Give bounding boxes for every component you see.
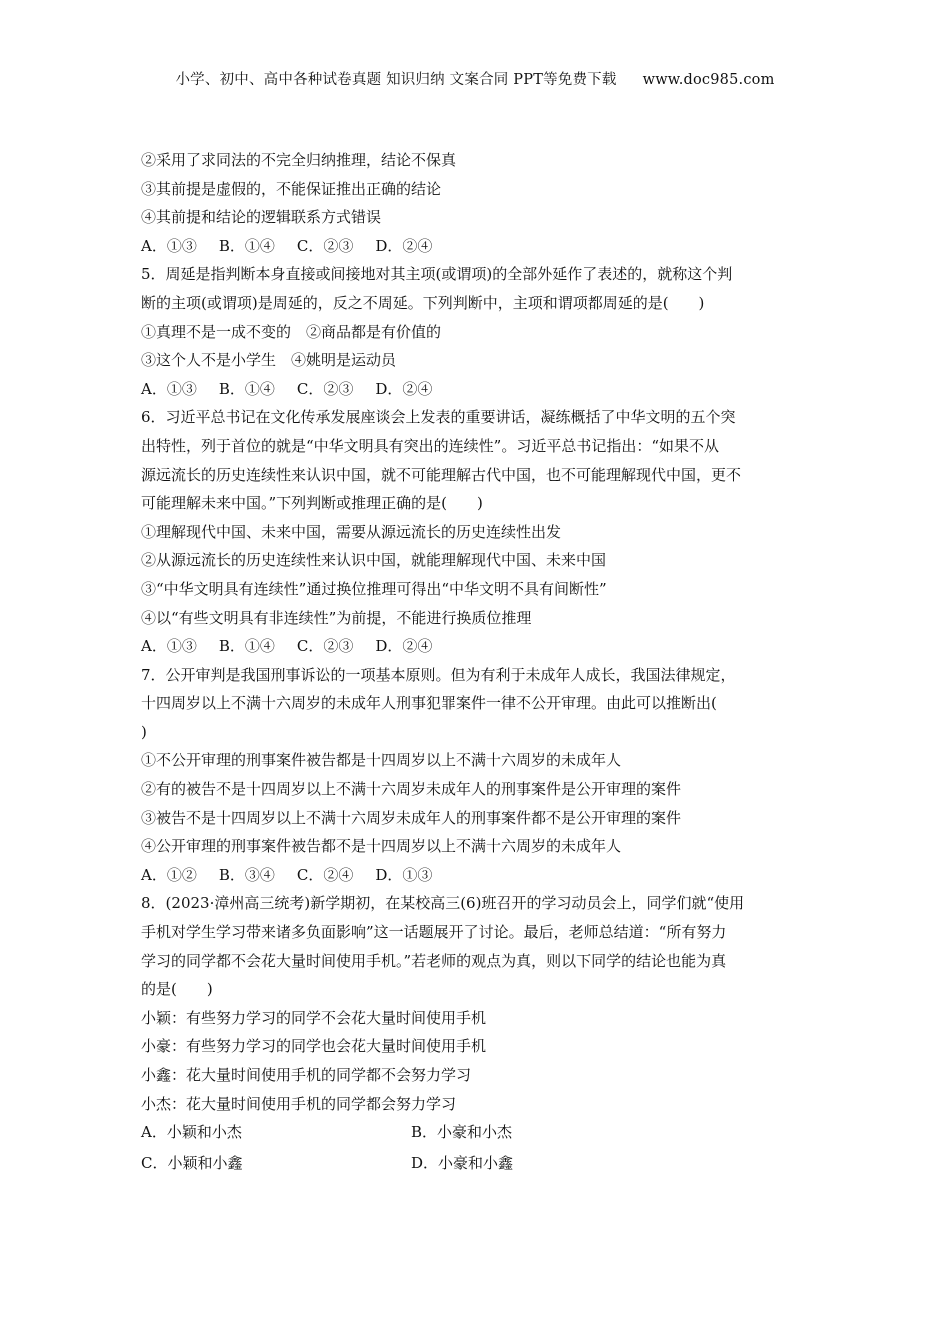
q7-item-4: ④公开审理的刑事案件被告都不是十四周岁以上不满十六周岁的未成年人 bbox=[141, 837, 622, 856]
q8-option-c: C．小颖和小鑫 bbox=[141, 1153, 243, 1172]
question-7 bbox=[141, 661, 817, 890]
question-content bbox=[141, 146, 817, 1177]
q8-stem-line: 8．(2023·漳州高三统考)新学期初，在某校高三(6)班召开的学习动员会上，同学们就“使用 bbox=[141, 894, 745, 913]
q6-stem-line: 出特性，列于首位的就是“中华文明具有突出的连续性”。习近平总书记指出：“如果不从 bbox=[141, 436, 720, 455]
q4-options bbox=[141, 232, 817, 261]
q6-option-d: D．②④ bbox=[375, 637, 433, 656]
q8-statement-xiaojie: 小杰：花大量时间使用手机的同学都会努力学习 bbox=[141, 1094, 457, 1113]
q8-option-a: A．小颖和小杰 bbox=[141, 1123, 242, 1142]
q4-option-d: D．②④ bbox=[375, 236, 433, 255]
q7-stem-line: 十四周岁以上不满十六周岁的未成年人刑事犯罪案件一律不公开审理。由此可以推断出( bbox=[141, 694, 717, 713]
header-text: 小学、初中、高中各种试卷真题 知识归纳 文案合同 PPT等免费下载 bbox=[175, 72, 617, 88]
q5-stem-line: 5．周延是指判断本身直接或间接地对其主项(或谓项)的全部外延作了表述的，就称这个判 bbox=[141, 265, 733, 284]
question-4-tail bbox=[141, 146, 817, 260]
q6-item-2: ②从源远流长的历史连续性来认识中国，就能理解现代中国、未来中国 bbox=[141, 551, 607, 570]
q7-item-2: ②有的被告不是十四周岁以上不满十六周岁未成年人的刑事案件是公开审理的案件 bbox=[141, 780, 682, 799]
q5-stem-line: 断的主项(或谓项)是周延的，反之不周延。下列判断中，主项和谓项都周延的是( ) bbox=[141, 293, 705, 312]
q6-stem-line: 源远流长的历史连续性来认识中国，就不可能理解古代中国，也不可能理解现代中国，更不 bbox=[141, 465, 742, 484]
q7-option-c: C．②④ bbox=[296, 865, 354, 884]
q6-option-c: C．②③ bbox=[296, 637, 354, 656]
q5-options bbox=[141, 375, 817, 404]
q6-item-1: ①理解现代中国、未来中国，需要从源远流长的历史连续性出发 bbox=[141, 522, 562, 541]
q7-stem-line: ) bbox=[141, 722, 147, 741]
q8-option-d: D．小豪和小鑫 bbox=[411, 1153, 514, 1172]
q4-option-a: A．①③ bbox=[141, 236, 197, 255]
q7-stem-line: 7．公开审判是我国刑事诉讼的一项基本原则。但为有利于未成年人成长，我国法律规定， bbox=[141, 665, 736, 684]
q8-options bbox=[141, 1118, 817, 1177]
q4-option-c: C．②③ bbox=[296, 236, 354, 255]
q8-option-b: B．小豪和小杰 bbox=[411, 1123, 513, 1142]
q6-stem-line: 6．习近平总书记在文化传承发展座谈会上发表的重要讲话，凝练概括了中华文明的五个突 bbox=[141, 408, 736, 427]
q8-stem-line: 的是( ) bbox=[141, 980, 213, 999]
q7-item-3: ③被告不是十四周岁以上不满十六周岁未成年人的刑事案件都不是公开审理的案件 bbox=[141, 808, 682, 827]
q8-stem-line: 学习的同学都不会花大量时间使用手机。”若老师的观点为真，则以下同学的结论也能为真 bbox=[141, 951, 727, 970]
q4-option-b: B．①④ bbox=[218, 236, 275, 255]
header-site-url: www.doc985.com bbox=[642, 72, 775, 88]
q8-statement-xiaohao: 小豪：有些努力学习的同学也会花大量时间使用手机 bbox=[141, 1037, 487, 1056]
q6-option-b: B．①④ bbox=[218, 637, 275, 656]
q8-statement-xiaoxin: 小鑫：花大量时间使用手机的同学都不会努力学习 bbox=[141, 1066, 472, 1084]
question-5 bbox=[141, 260, 817, 403]
q8-statement-xiaoying: 小颖：有些努力学习的同学不会花大量时间使用手机 bbox=[141, 1008, 487, 1027]
q6-item-3: ③“中华文明具有连续性”通过换位推理可得出“中华文明不具有间断性” bbox=[141, 579, 607, 598]
q7-option-b: B．③④ bbox=[218, 865, 275, 884]
q5-option-d: D．②④ bbox=[375, 379, 433, 398]
q5-items-line: ③这个人不是小学生 ④姚明是运动员 bbox=[141, 351, 397, 370]
q6-option-a: A．①③ bbox=[141, 637, 197, 656]
q5-option-b: B．①④ bbox=[218, 379, 275, 398]
q6-options bbox=[141, 632, 817, 661]
question-6 bbox=[141, 403, 817, 660]
q5-option-a: A．①③ bbox=[141, 379, 197, 398]
q7-option-a: A．①② bbox=[141, 865, 197, 884]
q5-items-line: ①真理不是一成不变的 ②商品都是有价值的 bbox=[141, 322, 442, 341]
q6-item-4: ④以“有些文明具有非连续性”为前提，不能进行换质位推理 bbox=[141, 608, 532, 627]
q6-stem-line: 可能理解未来中国。”下列判断或推理正确的是( ) bbox=[141, 494, 483, 513]
q4-item-2: ②采用了求同法的不完全归纳推理，结论不保真 bbox=[141, 151, 457, 169]
q7-options bbox=[141, 861, 817, 890]
q7-item-1: ①不公开审理的刑事案件被告都是十四周岁以上不满十六周岁的未成年人 bbox=[141, 751, 622, 770]
q4-item-4: ④其前提和结论的逻辑联系方式错误 bbox=[141, 208, 382, 227]
q4-item-3: ③其前提是虚假的，不能保证推出正确的结论 bbox=[141, 179, 442, 198]
page-header bbox=[0, 68, 950, 89]
q8-stem-line: 手机对学生学习带来诸多负面影响”这一话题展开了讨论。最后，老师总结道：“所有努力 bbox=[141, 923, 727, 942]
q5-option-c: C．②③ bbox=[296, 379, 354, 398]
q7-option-d: D．①③ bbox=[375, 865, 433, 884]
question-8 bbox=[141, 889, 817, 1177]
